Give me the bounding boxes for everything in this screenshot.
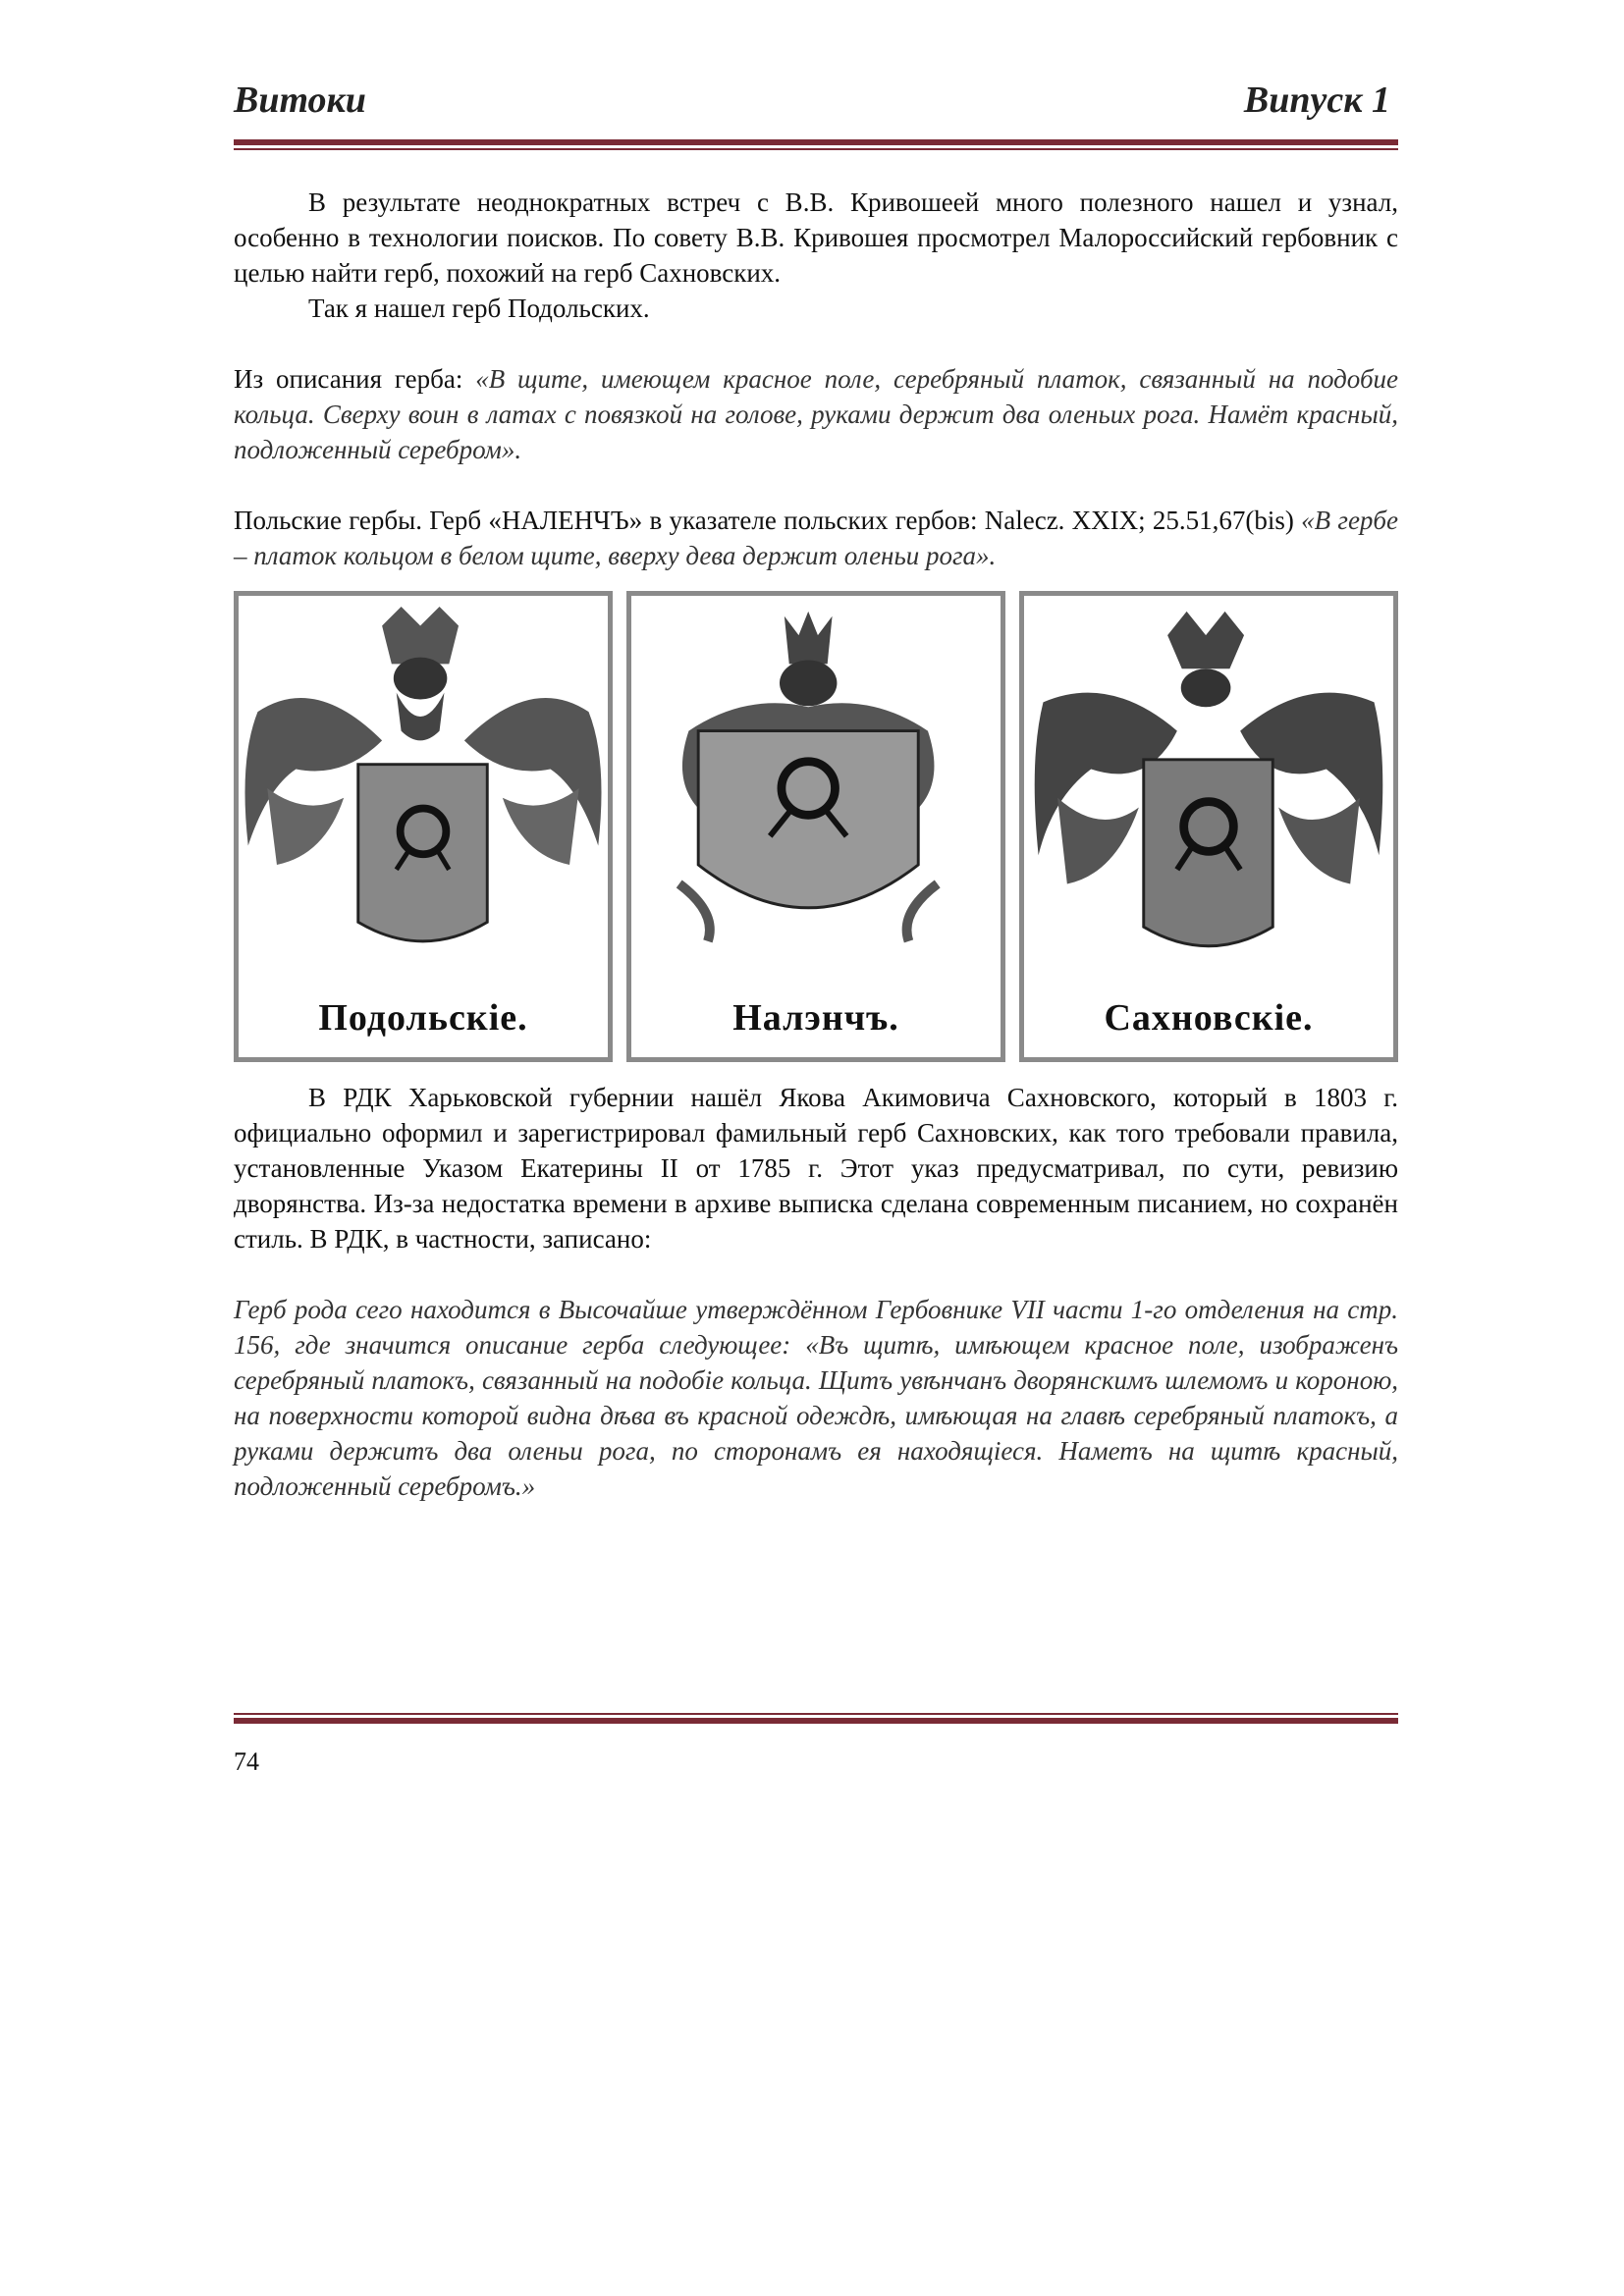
paragraph-2: Так я нашел герб Подольских. — [308, 294, 650, 323]
running-header — [234, 79, 1390, 128]
paragraph-3-quote: «В щите, имеющем красное поле, серебряный платок, связанный на подобие кольца. Сверху воин в латах с повязкой на голове, руками держит два оленьих рога. Намёт красный, подложенный серебром». — [234, 364, 1399, 464]
coat-of-arms-nalenche-image — [631, 596, 1001, 1057]
figure-podolskie — [234, 591, 613, 1062]
paragraph-6-quote: Герб рода сего находится в Высочайше утверждённом Гербовнике VII части 1-го отделения на стр. 156, где значится описание герба следующее: «Въ щитѣ, имѣющем красное поле, изображенъ серебряный платокъ, связанный на подобіе кольца. Щитъ увѣнчанъ дворянскимъ шлемомъ и короною, на поверхности которой видна дѣва въ красной одеждѣ, имѣющая на главѣ серебряный платокъ, а руками держитъ два оленьи рога, по сторонамъ ея находящіеся. Наметъ на щитѣ красный, подложенный серебромъ.» — [234, 1295, 1398, 1501]
figure-sakhnovskie — [1019, 591, 1398, 1062]
header-rule — [234, 139, 1398, 150]
paragraph-4-lead: Польские гербы. Герб «НАЛЕНЧЪ» в указателе польских гербов: Nalecz. XXIX; 25.51,67(bis) — [234, 506, 1302, 535]
page-body — [234, 185, 1398, 1504]
coat-of-arms-sakhnovskie-image — [1024, 596, 1393, 1057]
paragraph-3-lead: Из описания герба: — [234, 364, 476, 394]
figure-label: Налэнчъ. — [732, 997, 899, 1039]
paragraph-1: В результате неоднократных встреч с В.В. Кривошеей много полезного нашел и узнал, особенно в технологии поисков. По совету В.В. Кривошея просмотрел Малороссийский гербовник с целью найти герб, похожий на герб Сахновских. — [234, 187, 1398, 288]
journal-title: Витоки — [234, 80, 366, 121]
figure-nalenche — [626, 591, 1005, 1062]
coat-of-arms-podolskie-image — [239, 596, 608, 1057]
paragraph-3 — [234, 361, 1398, 467]
paragraph-5: В РДК Харьковской губернии нашёл Якова Акимовича Сахновского, который в 1803 г. официально оформил и зарегистрировал фамильный герб Сахновских, как того требовали правила, установленные Указом Екатерины II от 1785 г. Этот указ предусматривал, по сути, ревизию дворянства. Из-за недостатка времени в архиве выписка сделана современным писанием, но сохранён стиль. В РДК, в частности, записано: — [234, 1083, 1398, 1254]
issue-label: Випуск 1 — [1243, 80, 1390, 121]
page-number: 74 — [234, 1747, 259, 1776]
figure-label: Сахновскiе. — [1104, 997, 1314, 1039]
footer-rule — [234, 1713, 1398, 1724]
paragraph-4-quote: «В гербе – платок кольцом в белом щите, вверху дева держит оленьи рога». — [234, 506, 1398, 570]
figure-label: Подольскiе. — [318, 997, 528, 1039]
paragraph-4 — [234, 503, 1398, 573]
coat-of-arms-figures — [234, 591, 1398, 1062]
